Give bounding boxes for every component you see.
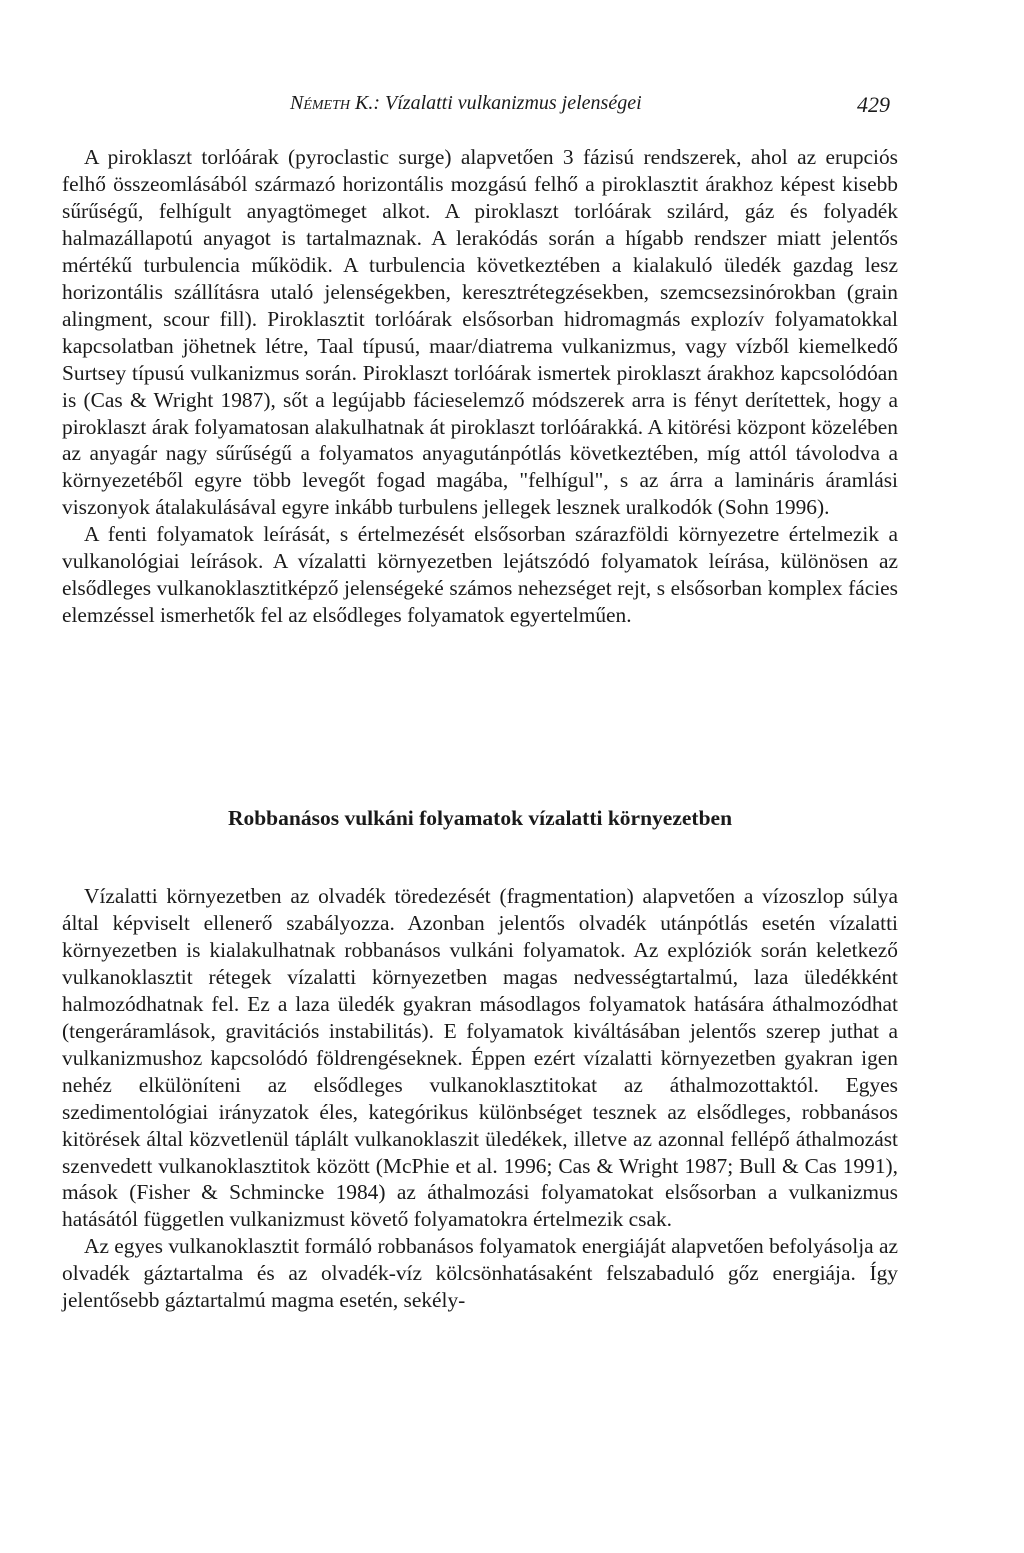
section-text-block	[62, 883, 898, 1314]
header-separator: :	[373, 92, 386, 114]
running-title	[290, 92, 642, 115]
paragraph-fragmentation: Vízalatti környezetben az olvadék töredezését (fragmentation) alapvetően a vízoszlop súlya által képviselt ellenerő szabályozza. Azonban jelentős olvadék utánpótlás esetén vízalatti környezetben is kialakulhatnak robbanásos vulkáni folyamatok. Az explóziók során keletkező vulkanoklasztit rétegek vízalatti környezetben magas nedvességtartalmú, laza üledékként halmozódhatnak fel. Ez a laza üledék gyakran másodlagos folyamatok hatására áthalmozódhat (tengeráramlások, gravitációs instabilitás). E folyamatok kiváltásában jelentős szerep juthat a vulkanizmushoz kapcsolódó földrengéseknek. Éppen ezért vízalatti környezetben gyakran igen nehéz elkülöníteni az elsődleges vulkanoklasztitokat az áthalmozottaktól. Egyes szedimentológiai irányzatok éles, kategórikus különbséget tesznek az elsődleges, robbanásos kitörések által közvetlenül táplált vulkanoklaszit üledékek, illetve az azonnal fellépő áthalmozást szenvedett vulkanoklasztitok között (McPhie et al. 1996; Cas & Wright 1987; Bull & Cas 1991), mások (Fisher & Schmincke 1984) az áthalmozási folyamatokat elsősorban a vulkanizmus hatásától független vulkanizmust követő folyamatokra értelmezik csak.	[62, 884, 898, 1232]
paragraph-explosive-energy: Az egyes vulkanoklasztit formáló robbanásos folyamatok energiáját alapvetően befolyásolja az olvadék gáztartalma és az olvadék-víz kölcsönhatásaként felszabaduló gőz energiája. Így jelentősebb gáztartalmú magma esetén, sekély-	[62, 1234, 898, 1313]
paragraph-pyroclastic-surge: A piroklaszt torlóárak (pyroclastic surge) alapvetően 3 fázisú rendszerek, ahol az erupciós felhő összeomlásából származó horizontális mozgású felhő a piroklasztit árakhoz képest kisebb sűrűségű, felhígult anyagtömeget alkot. A piroklaszt torlóárak szilárd, gáz és folyadék halmazállapotú anyagot is tartalmaznak. A lerakódás során a hígabb rendszer miatt jelentős mértékű turbulencia működik. A turbulencia következtében a kialakuló üledék gazdag lesz horizontális szállításra utaló jelenségekben, keresztrétegzésekben, szemcsezsinórokban (grain alingment, scour fill). Piroklasztit torlóárak elsősorban hidromagmás explozív folyamatokkal kapcsolatban jöhetnek létre, Taal típusú, maar/diatrema vulkanizmus, vagy vízből kiemelkedő Surtsey típusú vulkanizmus során. Piroklaszt torlóárak ismertek piroklaszt árakhoz kapcsolódóan is (Cas & Wright 1987), sőt a legújabb fácieselemző módszerek arra is fényt derítettek, hogy a piroklaszt árak folyamatosan alakulhatnak át piroklaszt torlóárakká. A kitörési központ közelében az anyagár nagy sűrűségű a folyamatos anyagutánpótlás következtében, míg attól távolodva a környezetéből egyre több levegőt fogad magába, "felhígul", s az árra a lamináris áramlási viszonyok átalakulásával egyre inkább turbulens jellegek lesznek uralkodók (Sohn 1996).	[62, 145, 898, 520]
intro-text-block	[62, 144, 898, 629]
page-number: 429	[857, 92, 890, 117]
header-title: Vízalatti vulkanizmus jelenségei	[385, 92, 642, 114]
section-heading: Robbanásos vulkáni folyamatok vízalatti környezetben	[227, 806, 733, 830]
running-header	[290, 92, 890, 122]
paragraph-terrestrial-interpretation: A fenti folyamatok leírását, s értelmezését elsősorban szárazföldi környezetre értelmezik a vulkanológiai leírások. A vízalatti környezetben lejátszódó folyamatok leírása, különösen az elsődleges vulkanoklasztitképző jelenségeké számos nehezséget rejt, s elsősorban komplex fácies elemzéssel ismerhetők fel az elsődleges folyamatok egyertelműen.	[62, 522, 898, 628]
header-author: Németh K.	[290, 92, 374, 114]
